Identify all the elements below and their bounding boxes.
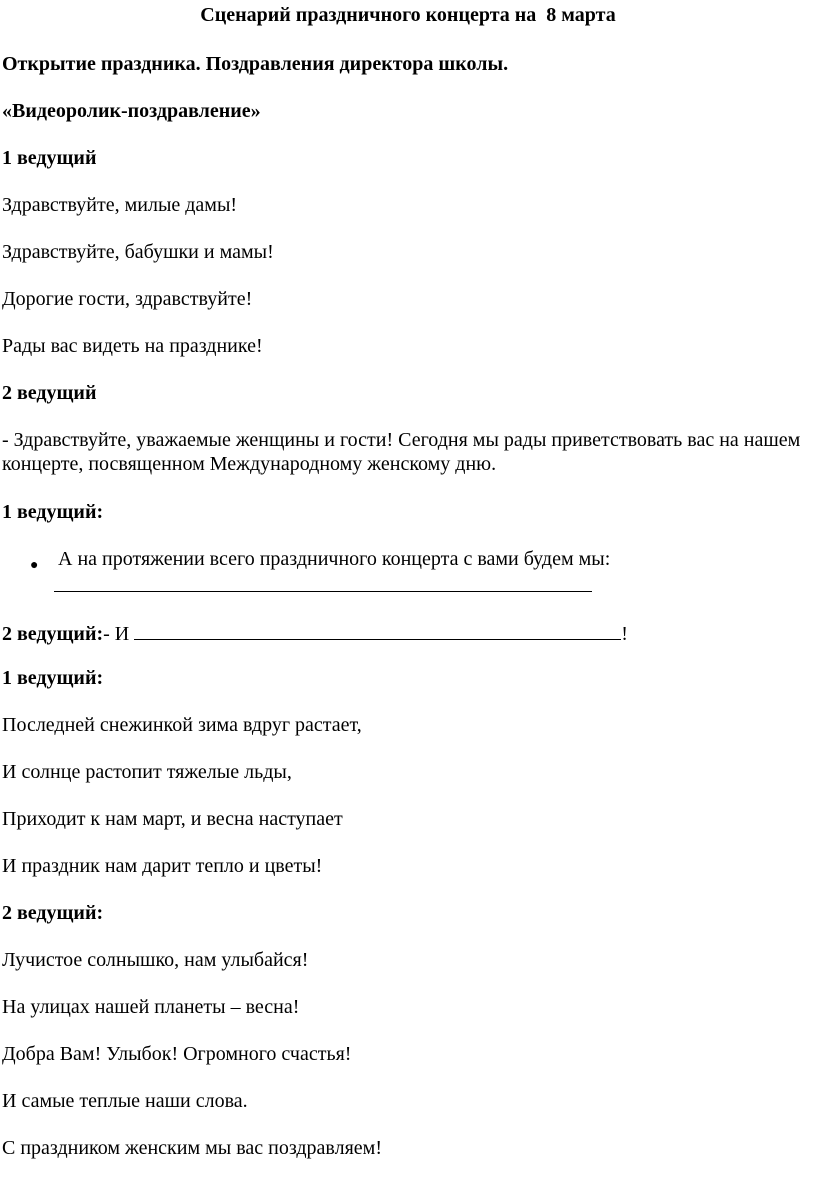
poem-line: Добра Вам! Улыбок! Огромного счастья! <box>2 1043 352 1065</box>
poem-line: Лучистое солнышко, нам улыбайся! <box>2 949 309 971</box>
greeting-line: Здравствуйте, милые дамы! <box>2 194 238 216</box>
greeting-line: Дорогие гости, здравствуйте! <box>2 288 253 310</box>
poem-line: И праздник нам дарит тепло и цветы! <box>2 855 323 877</box>
blank-underline <box>54 591 592 592</box>
bullet-text: А на протяжении всего праздничного концерта с вами будем мы: <box>58 548 611 570</box>
greeting-line: Здравствуйте, бабушки и мамы! <box>2 241 274 263</box>
poem-line: С праздником женским мы вас поздравляем! <box>2 1137 382 1159</box>
opening-heading: Открытие праздника. Поздравления директора школы. <box>2 53 509 75</box>
host-1-label: 1 ведущий <box>2 147 97 169</box>
poem-line: Последней снежинкой зима вдруг растает, <box>2 714 362 736</box>
bullet-icon: ● <box>30 558 39 573</box>
host-2-line-end: ! <box>621 623 628 645</box>
document-title: Сценарий праздничного концерта на 8 марта <box>200 4 616 26</box>
host-2-label: 2 ведущий: <box>2 902 104 924</box>
host-1-label: 1 ведущий: <box>2 667 104 689</box>
host-2-line-text: - И <box>103 623 130 645</box>
host-2-label: 2 ведущий: <box>2 623 104 645</box>
poem-line: На улицах нашей планеты – весна! <box>2 996 300 1018</box>
blank-underline <box>134 619 621 640</box>
video-heading: «Видеоролик-поздравление» <box>2 100 261 122</box>
host-2-label: 2 ведущий <box>2 382 97 404</box>
poem-line: Приходит к нам март, и весна наступает <box>2 808 343 830</box>
greeting-line: Рады вас видеть на празднике! <box>2 335 263 357</box>
welcome-paragraph: - Здравствуйте, уважаемые женщины и гости! Сегодня мы рады приветствовать вас на нашем концерте, посвященном Международному женскому дню. <box>2 429 801 475</box>
host-1-label: 1 ведущий: <box>2 501 104 523</box>
host-2-line <box>2 619 628 646</box>
poem-line: И солнце растопит тяжелые льды, <box>2 761 292 783</box>
poem-line: И самые теплые наши слова. <box>2 1090 248 1112</box>
